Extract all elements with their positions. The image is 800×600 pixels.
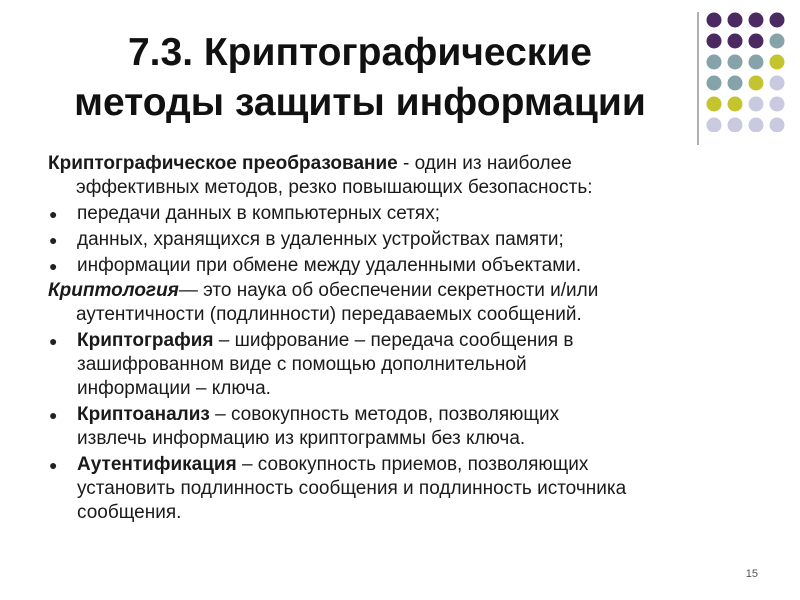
definition-item [48, 453, 768, 525]
definition-line-2: зашифрованном виде с помощью дополнительной [77, 354, 527, 375]
bullet-icon: ● [49, 232, 58, 248]
decorative-dot [728, 76, 743, 91]
decorative-dot [770, 34, 785, 49]
definition-line-2: установить подлинность сообщения и подлинность источника [77, 478, 627, 499]
intro-line-1: - один из наиболее [397, 153, 572, 174]
decorative-divider [697, 12, 699, 145]
bullet-icon: ● [49, 407, 58, 423]
definition-term: Криптоанализ [77, 404, 210, 425]
bullet-icon: ● [49, 457, 58, 473]
definition-term: Аутентификация [77, 454, 237, 475]
definition-line-1: – совокупность методов, позволяющих [209, 404, 560, 425]
page-number: 15 [745, 568, 758, 580]
decorative-dot [749, 13, 764, 28]
definition-line-3: информации – ключа. [77, 378, 271, 399]
decorative-dot [749, 76, 764, 91]
slide-title-line-1: 7.3. Криптографические [127, 31, 592, 74]
decorative-dot [707, 13, 722, 28]
definition-line-1: – совокупность приемов, позволяющих [236, 454, 589, 475]
decorative-dot [707, 76, 722, 91]
decorative-dot [749, 97, 764, 112]
cryptology-line-1: — это наука об обеспечении секретности и/или [178, 280, 599, 301]
definition-item [48, 329, 768, 401]
decorative-dot [728, 118, 743, 133]
intro-line-2: эффективных методов, резко повышающих безопасность: [76, 177, 593, 198]
slide-title [50, 28, 670, 128]
cryptology-line-2: аутентичности (подлинности) передаваемых сообщений. [76, 304, 582, 325]
decorative-dot [770, 55, 785, 70]
decorative-dot [749, 34, 764, 49]
list-item [48, 228, 768, 252]
slide-title-line-2: методы защиты информации [74, 81, 646, 124]
intro-term: Криптографическое преобразование [48, 153, 398, 174]
cryptology-paragraph [48, 279, 768, 327]
slide-body [48, 152, 768, 526]
list-item [48, 254, 768, 278]
definition-line-3: сообщения. [77, 502, 182, 523]
decorative-dot [707, 55, 722, 70]
decorative-dot-grid [702, 8, 794, 132]
decorative-dot [707, 34, 722, 49]
decorative-dot [749, 55, 764, 70]
decorative-dot [770, 13, 785, 28]
decorative-dot [749, 118, 764, 133]
definition-line-1: – шифрование – передача сообщения в [213, 330, 574, 351]
decorative-dot [728, 34, 743, 49]
list-item-text: данных, хранящихся в удаленных устройствах памяти; [77, 229, 564, 250]
bullet-icon: ● [49, 258, 58, 274]
bullet-icon: ● [49, 206, 58, 222]
decorative-dot [728, 97, 743, 112]
bullet-icon: ● [49, 333, 58, 349]
list-item-text: информации при обмене между удаленными объектами. [77, 255, 582, 276]
cryptology-term: Криптология [48, 280, 179, 301]
definition-line-2: извлечь информацию из криптограммы без ключа. [77, 428, 526, 449]
definition-item [48, 403, 768, 451]
decorative-dot [770, 118, 785, 133]
decorative-dot [728, 13, 743, 28]
decorative-dot [707, 118, 722, 133]
list-item [48, 202, 768, 226]
decorative-dot [770, 97, 785, 112]
decorative-dot [707, 97, 722, 112]
decorative-dot [728, 55, 743, 70]
intro-paragraph [48, 152, 768, 200]
definition-term: Криптография [77, 330, 214, 351]
list-item-text: передачи данных в компьютерных сетях; [77, 203, 440, 224]
decorative-dot [770, 76, 785, 91]
